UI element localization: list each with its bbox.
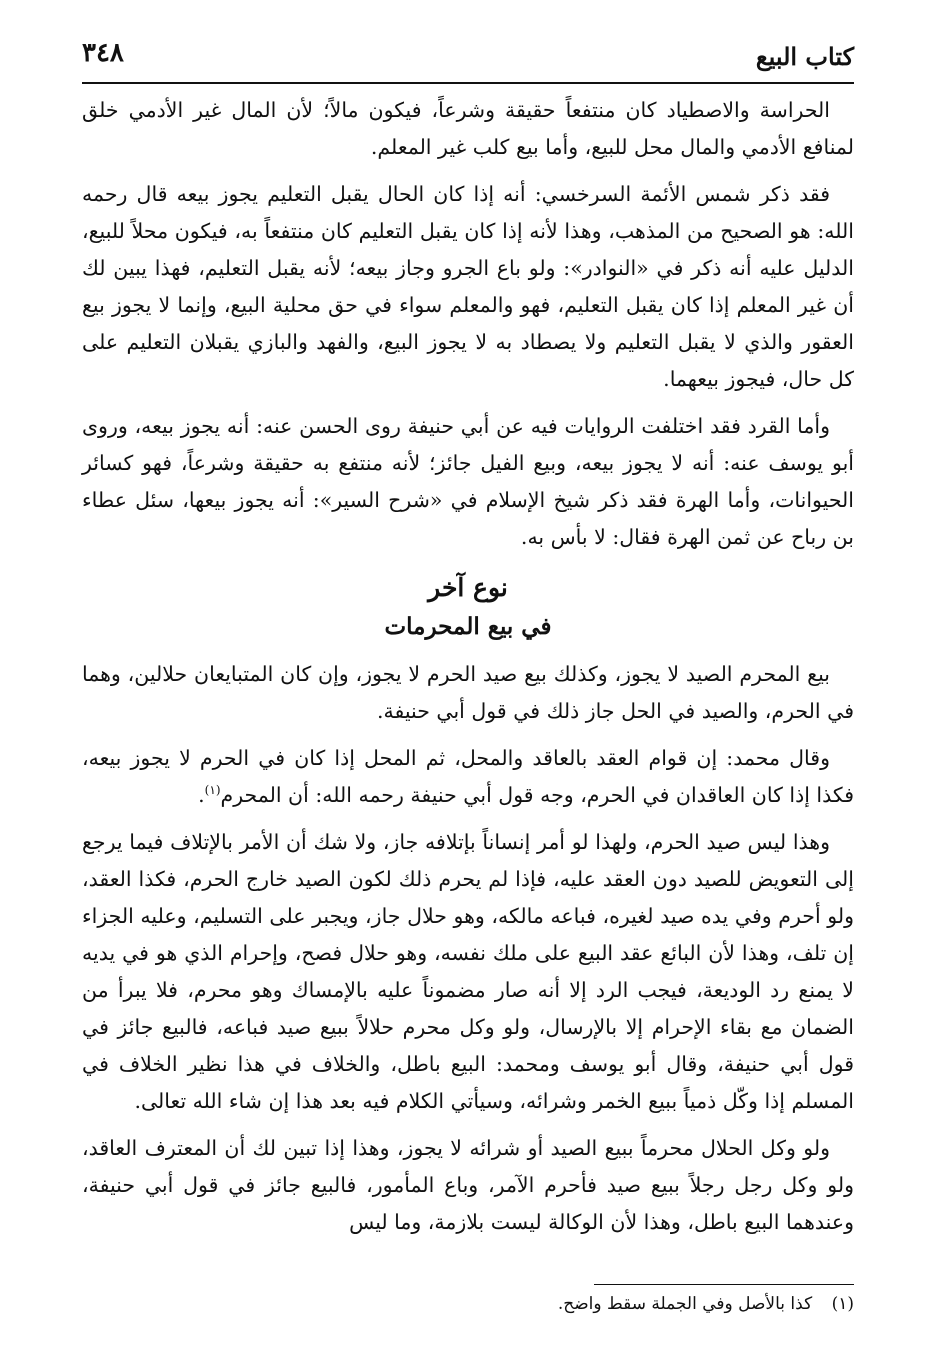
- paragraph-text: وقال محمد: إن قوام العقد بالعاقد والمحل، ثم المحل إذا كان في الحرم لا يجوز بيعه، فكذا إذا كان العاقدان في الحرم، وجه قول أبي حنيفة رحمه الله: أن المحرم: [82, 746, 854, 807]
- paragraph: الحراسة والاصطياد كان منتفعاً حقيقة وشرعاً، فيكون مالاً؛ لأن المال غير الأدمي خلق لمنافع الأدمي والمال محل للبيع، وأما بيع كلب غير المعلم.: [82, 98, 854, 159]
- footnote-text: كذا بالأصل وفي الجملة سقط واضح.: [557, 1294, 813, 1314]
- page-number: ٣٤٨: [82, 38, 124, 68]
- page-body: [82, 92, 854, 1251]
- paragraph: وأما القرد فقد اختلفت الروايات فيه عن أبي حنيفة روى الحسن عنه: أنه يجوز بيعه، وروى أبو يوسف عنه: أنه لا يجوز بيعه، وبيع الفيل جائز؛ لأنه منتفع به حقيقة وشرعاً، فهو كسائر الحيوانات، وأما الهرة فقد ذكر شيخ الإسلام في «شرح السير»: أنه يجوز بيعها، سئل عطاء بن رباح عن ثمن الهرة فقال: لا بأس به.: [82, 414, 854, 549]
- paragraph-with-footnote: وقال محمد: إن قوام العقد بالعاقد والمحل، ثم المحل إذا كان في الحرم لا يجوز بيعه، فكذا إذا كان العاقدان في الحرم، وجه قول أبي حنيفة رحمه الله: أن المحرم$^{(١)}$.: [82, 746, 854, 807]
- footnote-divider: [594, 1284, 854, 1285]
- paragraph: فقد ذكر شمس الأئمة السرخسي: أنه إذا كان الحال يقبل التعليم يجوز بيعه قال رحمه الله: هو الصحيح من المذهب، وهذا لأنه إذا كان يقبل التعليم كان منتفعاً به، فيكون محلاً للبيع، الدليل عليه أنه ذكر في «النوادر»: ولو باع الجرو وجاز بيعه؛ لأنه يقبل التعليم، فهذا يبين لك أن غير المعلم إذا كان يقبل التعليم، فهو والمعلم سواء في حق محلية البيع، وإنما لا يجوز بيع العقور والذي لا يقبل التعليم ولا يصطاد به لا يجوز البيع، والفهد والبازي يقبلان التعليم على كل حال، فيجوز بيعهما.: [82, 182, 854, 391]
- section-heading: نوع آخر: [428, 573, 508, 602]
- paragraph: ولو وكل الحلال محرماً ببيع الصيد أو شرائه لا يجوز، وهذا إذا تبين لك أن المعترف العاقد، ولو وكل رجل رجلاً ببيع صيد فأحرم الآمر، وباع المأمور، فالبيع جائز في قول أبي حنيفة، وعندهما البيع باطل، وهذا لأن الوكالة ليست بلازمة، وما ليس: [82, 1136, 854, 1234]
- footnote-number: (١): [831, 1294, 854, 1314]
- book-title: كتاب البيع: [755, 42, 854, 71]
- page-header: [82, 36, 854, 84]
- section-subheading: في بيع المحرمات: [384, 613, 552, 640]
- paragraph: وهذا ليس صيد الحرم، ولهذا لو أمر إنساناً بإتلافه جاز، ولا شك أن الأمر بالإتلاف فيما يرجع إلى التعويض للصيد دون العقد عليه، فإذا لم يحرم ذلك لكون الصيد خارج الحرم، فكذا العقد، ولو أحرم وفي يده صيد لغيره، فباعه مالكه، وهو حلال جاز، ويجبر على التسليم، وعليه الجزاء إن تلف، وهذا لأن البائع عقد البيع على ملك نفسه، وهو حلال فصح، وإحرام الذي هو في يديه لا يمنع رد الوديعة، فيجب الرد إلا أنه صار مضموناً عليه بالإمساك وهو محرم، فلا يبرأ من الضمان مع بقاء الإحرام إلا بالإرسال، ولو وكل محرم حلالاً ببيع صيد فباعه، فالبيع جائز في قول أبي حنيفة، وقال أبو يوسف ومحمد: البيع باطل، والخلاف في هذا نظير الخلاف في المسلم إذا وكّل ذمياً ببيع الخمر وشرائه، وسيأتي الكلام فيه بعد هذا إن شاء الله تعالى.: [82, 830, 854, 1113]
- paragraph: بيع المحرم الصيد لا يجوز، وكذلك بيع صيد الحرم لا يجوز، وإن كان المتبايعان حلالين، وهما في الحرم، والصيد في الحل جاز ذلك في قول أبي حنيفة.: [82, 662, 854, 723]
- footnote-marker: (١): [204, 783, 221, 798]
- footnote: [82, 1290, 854, 1318]
